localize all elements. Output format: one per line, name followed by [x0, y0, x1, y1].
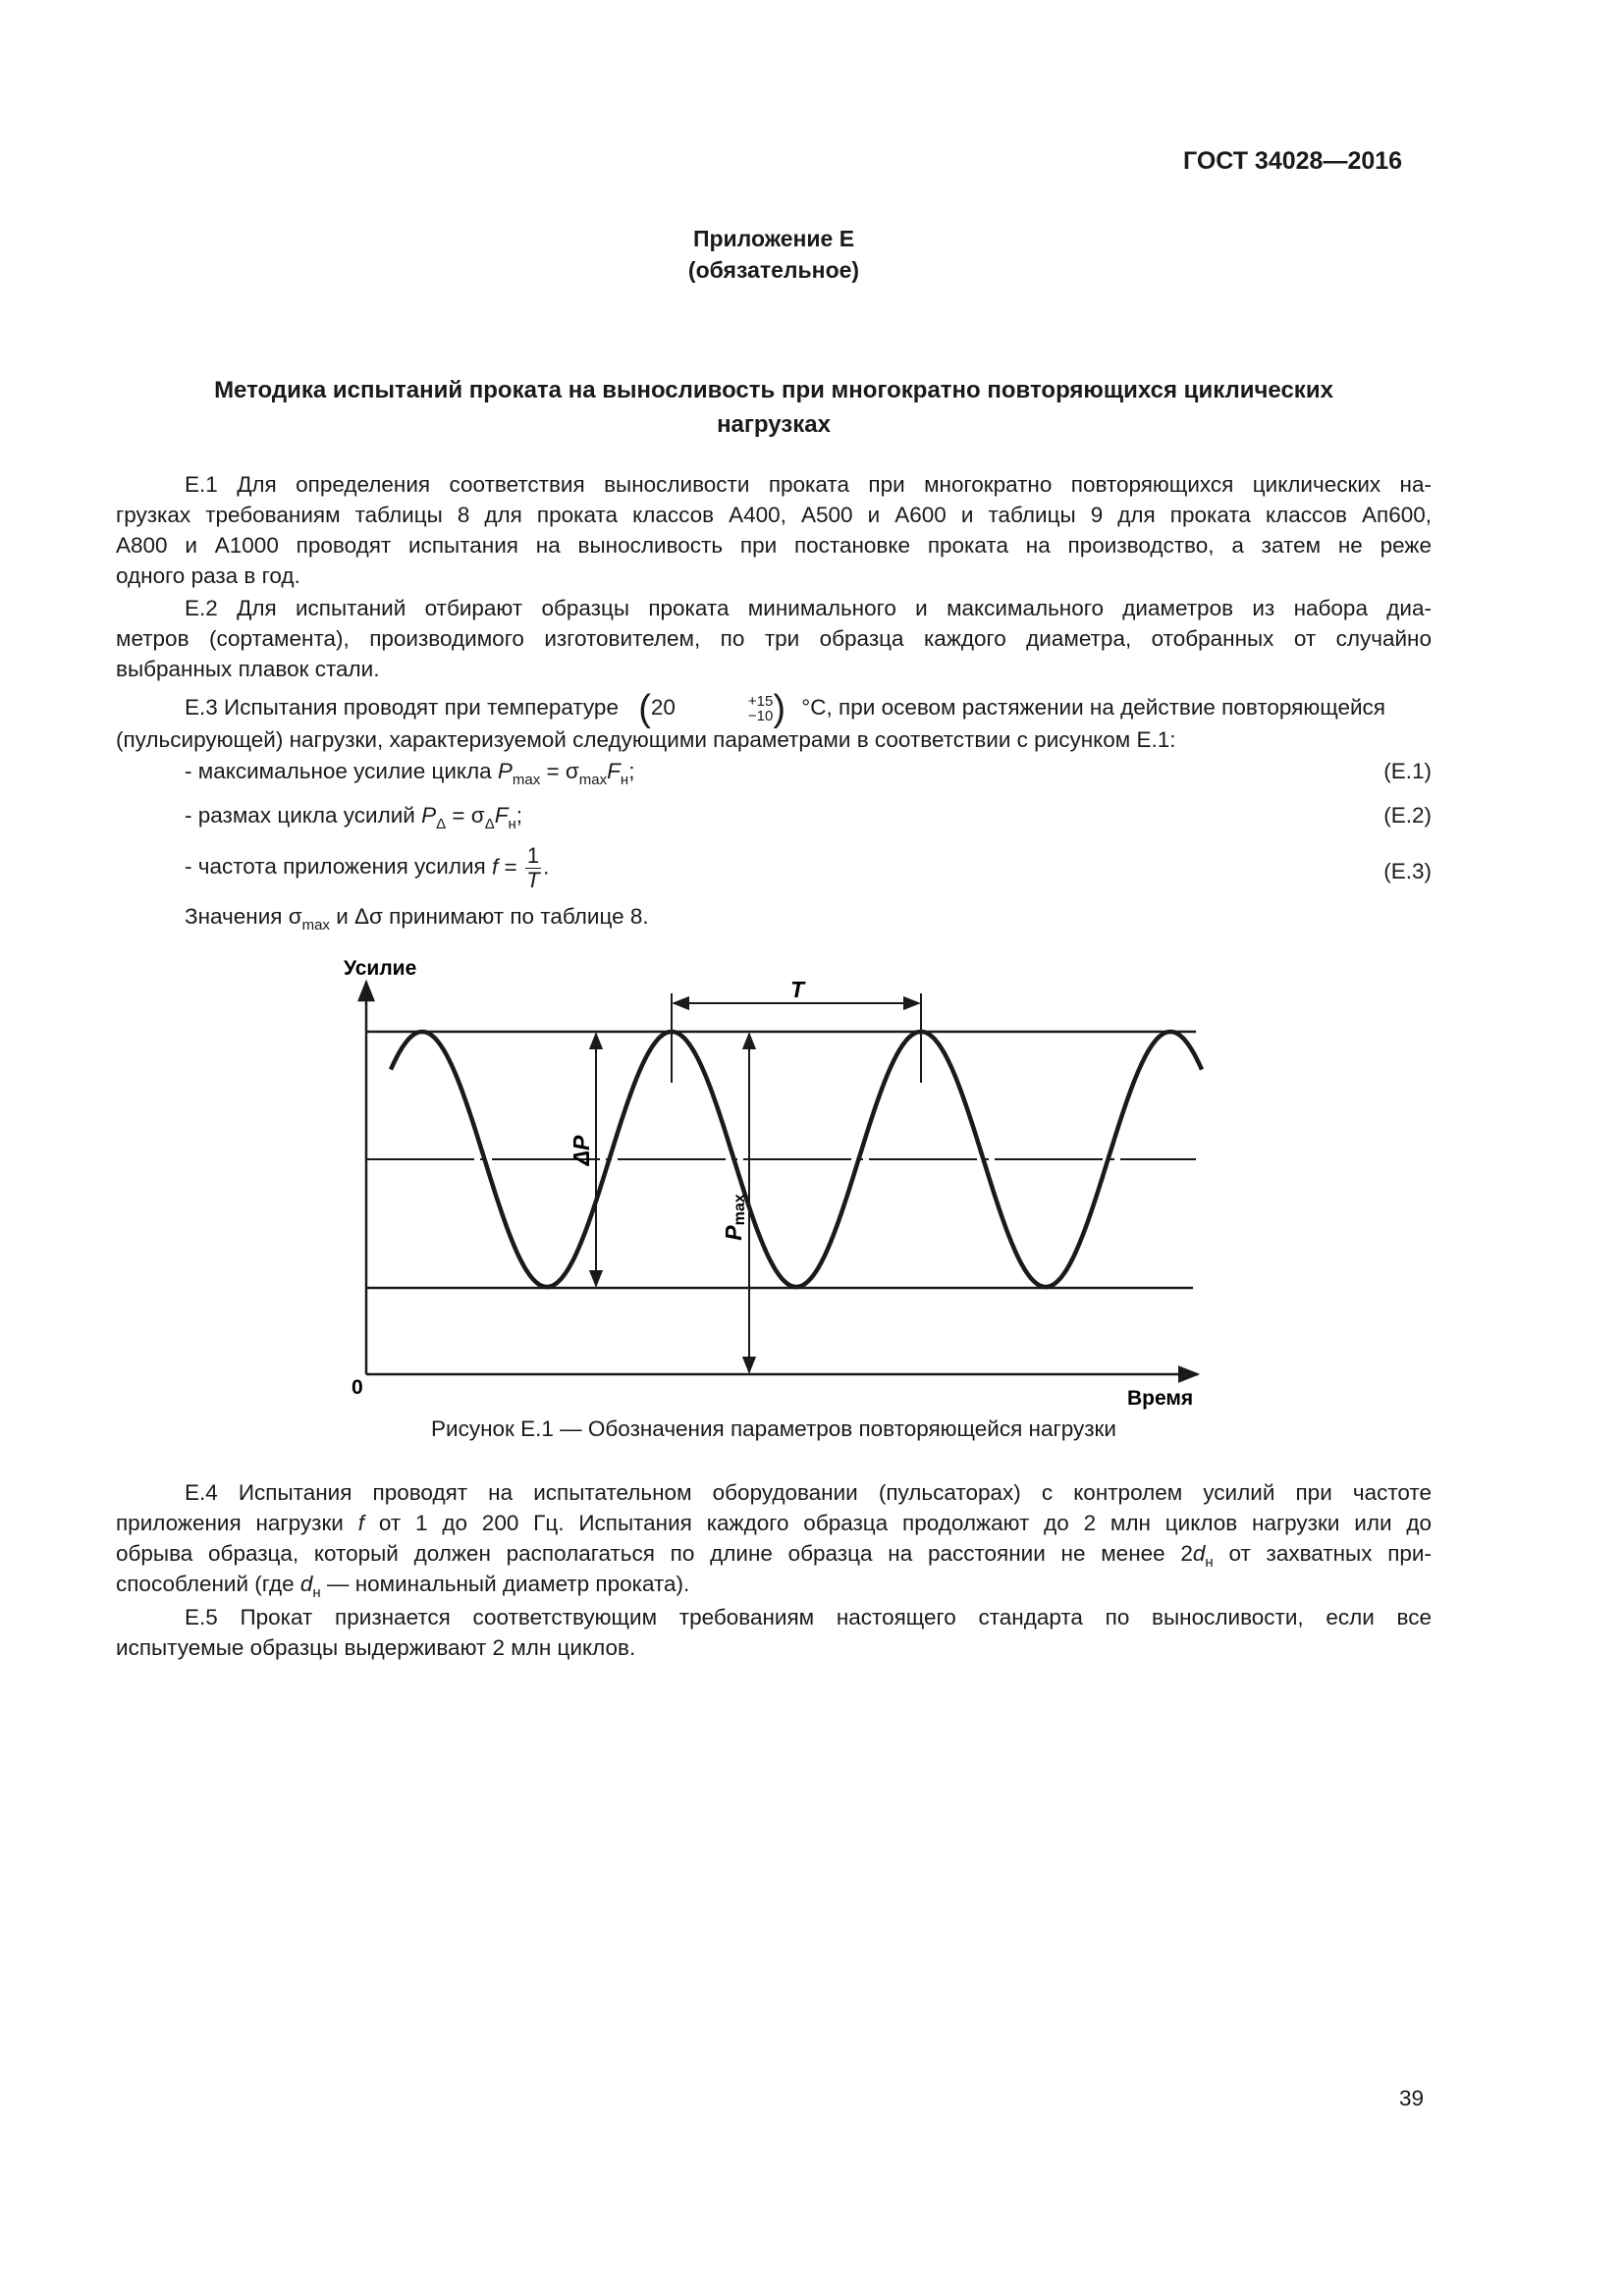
formula-e2-sub-n: н	[508, 816, 516, 832]
formula-e3-numerator: 1	[526, 843, 540, 868]
e4-l4-d: d	[299, 1572, 313, 1596]
formula-e1-sub-n: н	[620, 772, 629, 788]
e4-l3-d: d	[1192, 1541, 1206, 1566]
p-max-label-p: P	[721, 1225, 746, 1241]
section-title-line-2: нагрузках	[717, 411, 831, 438]
formula-e1-end: ;	[628, 759, 635, 783]
p-max-label-sub: max	[731, 1194, 748, 1226]
formula-e3-number: (Е.3)	[1383, 859, 1432, 883]
e4-l2-f: f	[357, 1511, 364, 1535]
e3-prefix: Е.3 Испытания проводят при температуре	[185, 695, 619, 720]
formula-e3-f: f	[491, 854, 499, 880]
e4-l4-pre: способлений (где	[116, 1572, 300, 1596]
e4-l2-pre: приложения нагрузки	[116, 1511, 358, 1535]
e4-l2-post: от 1 до 200 Гц. Испытания каждого образца продолжают до 2 млн циклов нагрузки или до	[363, 1511, 1432, 1535]
formula-e2-eq: = σ	[446, 803, 485, 828]
figure-caption: Рисунок Е.1 — Обозначения параметров повторяющейся нагрузки	[431, 1416, 1116, 1441]
values-note-post: и Δσ принимают по таблице 8.	[329, 904, 649, 929]
formula-e2-f: F	[494, 803, 509, 828]
paragraph-e1-line-1: Е.1 Для определения соответствия выносливости проката при многократно повторяющихся циклических на-	[185, 472, 1432, 497]
formula-e1-f: F	[607, 759, 621, 783]
section-title-line-1: Методика испытаний проката на выносливость при многократно повторяющихся циклических	[214, 377, 1333, 403]
appendix-title: Приложение Е	[692, 226, 855, 251]
formula-e1-eq: = σ	[540, 759, 579, 783]
paragraph-e4	[116, 1477, 1432, 1599]
paragraph-e4-line-4	[116, 1569, 1432, 1599]
e3-suffix: °С, при осевом растяжении на действие повторяющейся	[801, 695, 1385, 720]
formula-e1-sub-max: max	[512, 772, 541, 788]
formula-e2-p: P	[421, 803, 437, 828]
paragraph-e2-line-3: выбранных плавок стали.	[116, 657, 380, 681]
formula-e2-sub-delta: Δ	[436, 816, 447, 832]
paragraph-e1-line-2: грузках требованиям таблицы 8 для проката классов А400, А500 и А600 и таблицы 9 для проката классов Ап600,	[116, 503, 1432, 527]
formula-e2-number: (Е.2)	[1383, 803, 1432, 828]
formula-e2-text: - размах цикла усилий	[185, 803, 422, 828]
values-note-sub: max	[301, 917, 330, 934]
paragraph-e4-line-3	[116, 1538, 1432, 1569]
paragraph-e3-line-2: (пульсирующей) нагрузки, характеризуемой следующими параметрами в соответствии с рисунком Е.1:	[116, 727, 1176, 752]
formula-e1-p: P	[497, 759, 513, 783]
period-label: T	[789, 977, 805, 1002]
formula-e1-number: (Е.1)	[1383, 759, 1432, 783]
paren-open: (	[638, 688, 651, 729]
e4-l3-pre: обрыва образца, который должен располагаться по длине образца на расстоянии не менее 2	[116, 1541, 1193, 1566]
formula-e2-sub-delta2: Δ	[484, 816, 495, 832]
e4-l4-sub: н	[312, 1584, 321, 1601]
formula-e2-end: ;	[515, 803, 523, 828]
page-number: 39	[1399, 2086, 1425, 2110]
e4-l4-post: — номинальный диаметр проката).	[320, 1572, 690, 1596]
paren-close: )	[773, 688, 786, 729]
formula-e1-sub-max2: max	[578, 772, 608, 788]
formula-e3-denominator: T	[526, 868, 540, 892]
formula-e3-text: - частота приложения усилия	[185, 854, 492, 880]
appendix-status: (обязательное)	[687, 257, 860, 283]
origin-label: 0	[352, 1376, 363, 1399]
paragraph-e4-line-1: Е.4 Испытания проводят на испытательном оборудовании (пульсаторах) с контролем усилий при частоте	[185, 1480, 1432, 1505]
temp-base: 20	[650, 695, 676, 720]
document-code: ГОСТ 34028—2016	[1183, 147, 1403, 175]
y-axis-label: Усилие	[344, 957, 417, 980]
paragraph-e5-line-2: испытуемые образцы выдерживают 2 млн циклов.	[116, 1635, 636, 1660]
paragraph-e1-line-4: одного раза в год.	[116, 563, 300, 588]
e4-l3-post: от захватных при-	[1213, 1541, 1432, 1566]
formula-e3-eq: =	[498, 854, 523, 880]
paragraph-e2-line-1: Е.2 Для испытаний отбирают образцы проката минимального и максимального диаметров из набора диа-	[185, 596, 1432, 620]
temp-minus: −10	[747, 708, 774, 725]
temp-plus: +15	[747, 693, 774, 711]
formula-e1-text: - максимальное усилие цикла	[185, 759, 498, 783]
formula-e3-end: .	[543, 854, 550, 880]
values-note-pre: Значения σ	[185, 904, 302, 929]
paragraph-e1-line-3: А800 и А1000 проводят испытания на выносливость при постановке проката на производство, а затем не реже	[116, 533, 1432, 558]
delta-p-label: ΔP	[568, 1135, 594, 1166]
paragraph-e4-line-2	[116, 1508, 1432, 1538]
x-axis-label: Время	[1127, 1387, 1194, 1410]
paragraph-e5-line-1: Е.5 Прокат признается соответствующим требованиям настоящего стандарта по выносливости, если все	[185, 1605, 1432, 1629]
paragraph-e5	[116, 1602, 1432, 1663]
p-max-label	[721, 1194, 748, 1240]
paragraph-e2-line-2: метров (сортамента), производимого изготовителем, по три образца каждого диаметра, отобранных от случайно	[116, 626, 1432, 651]
e4-l3-sub: н	[1205, 1554, 1214, 1571]
